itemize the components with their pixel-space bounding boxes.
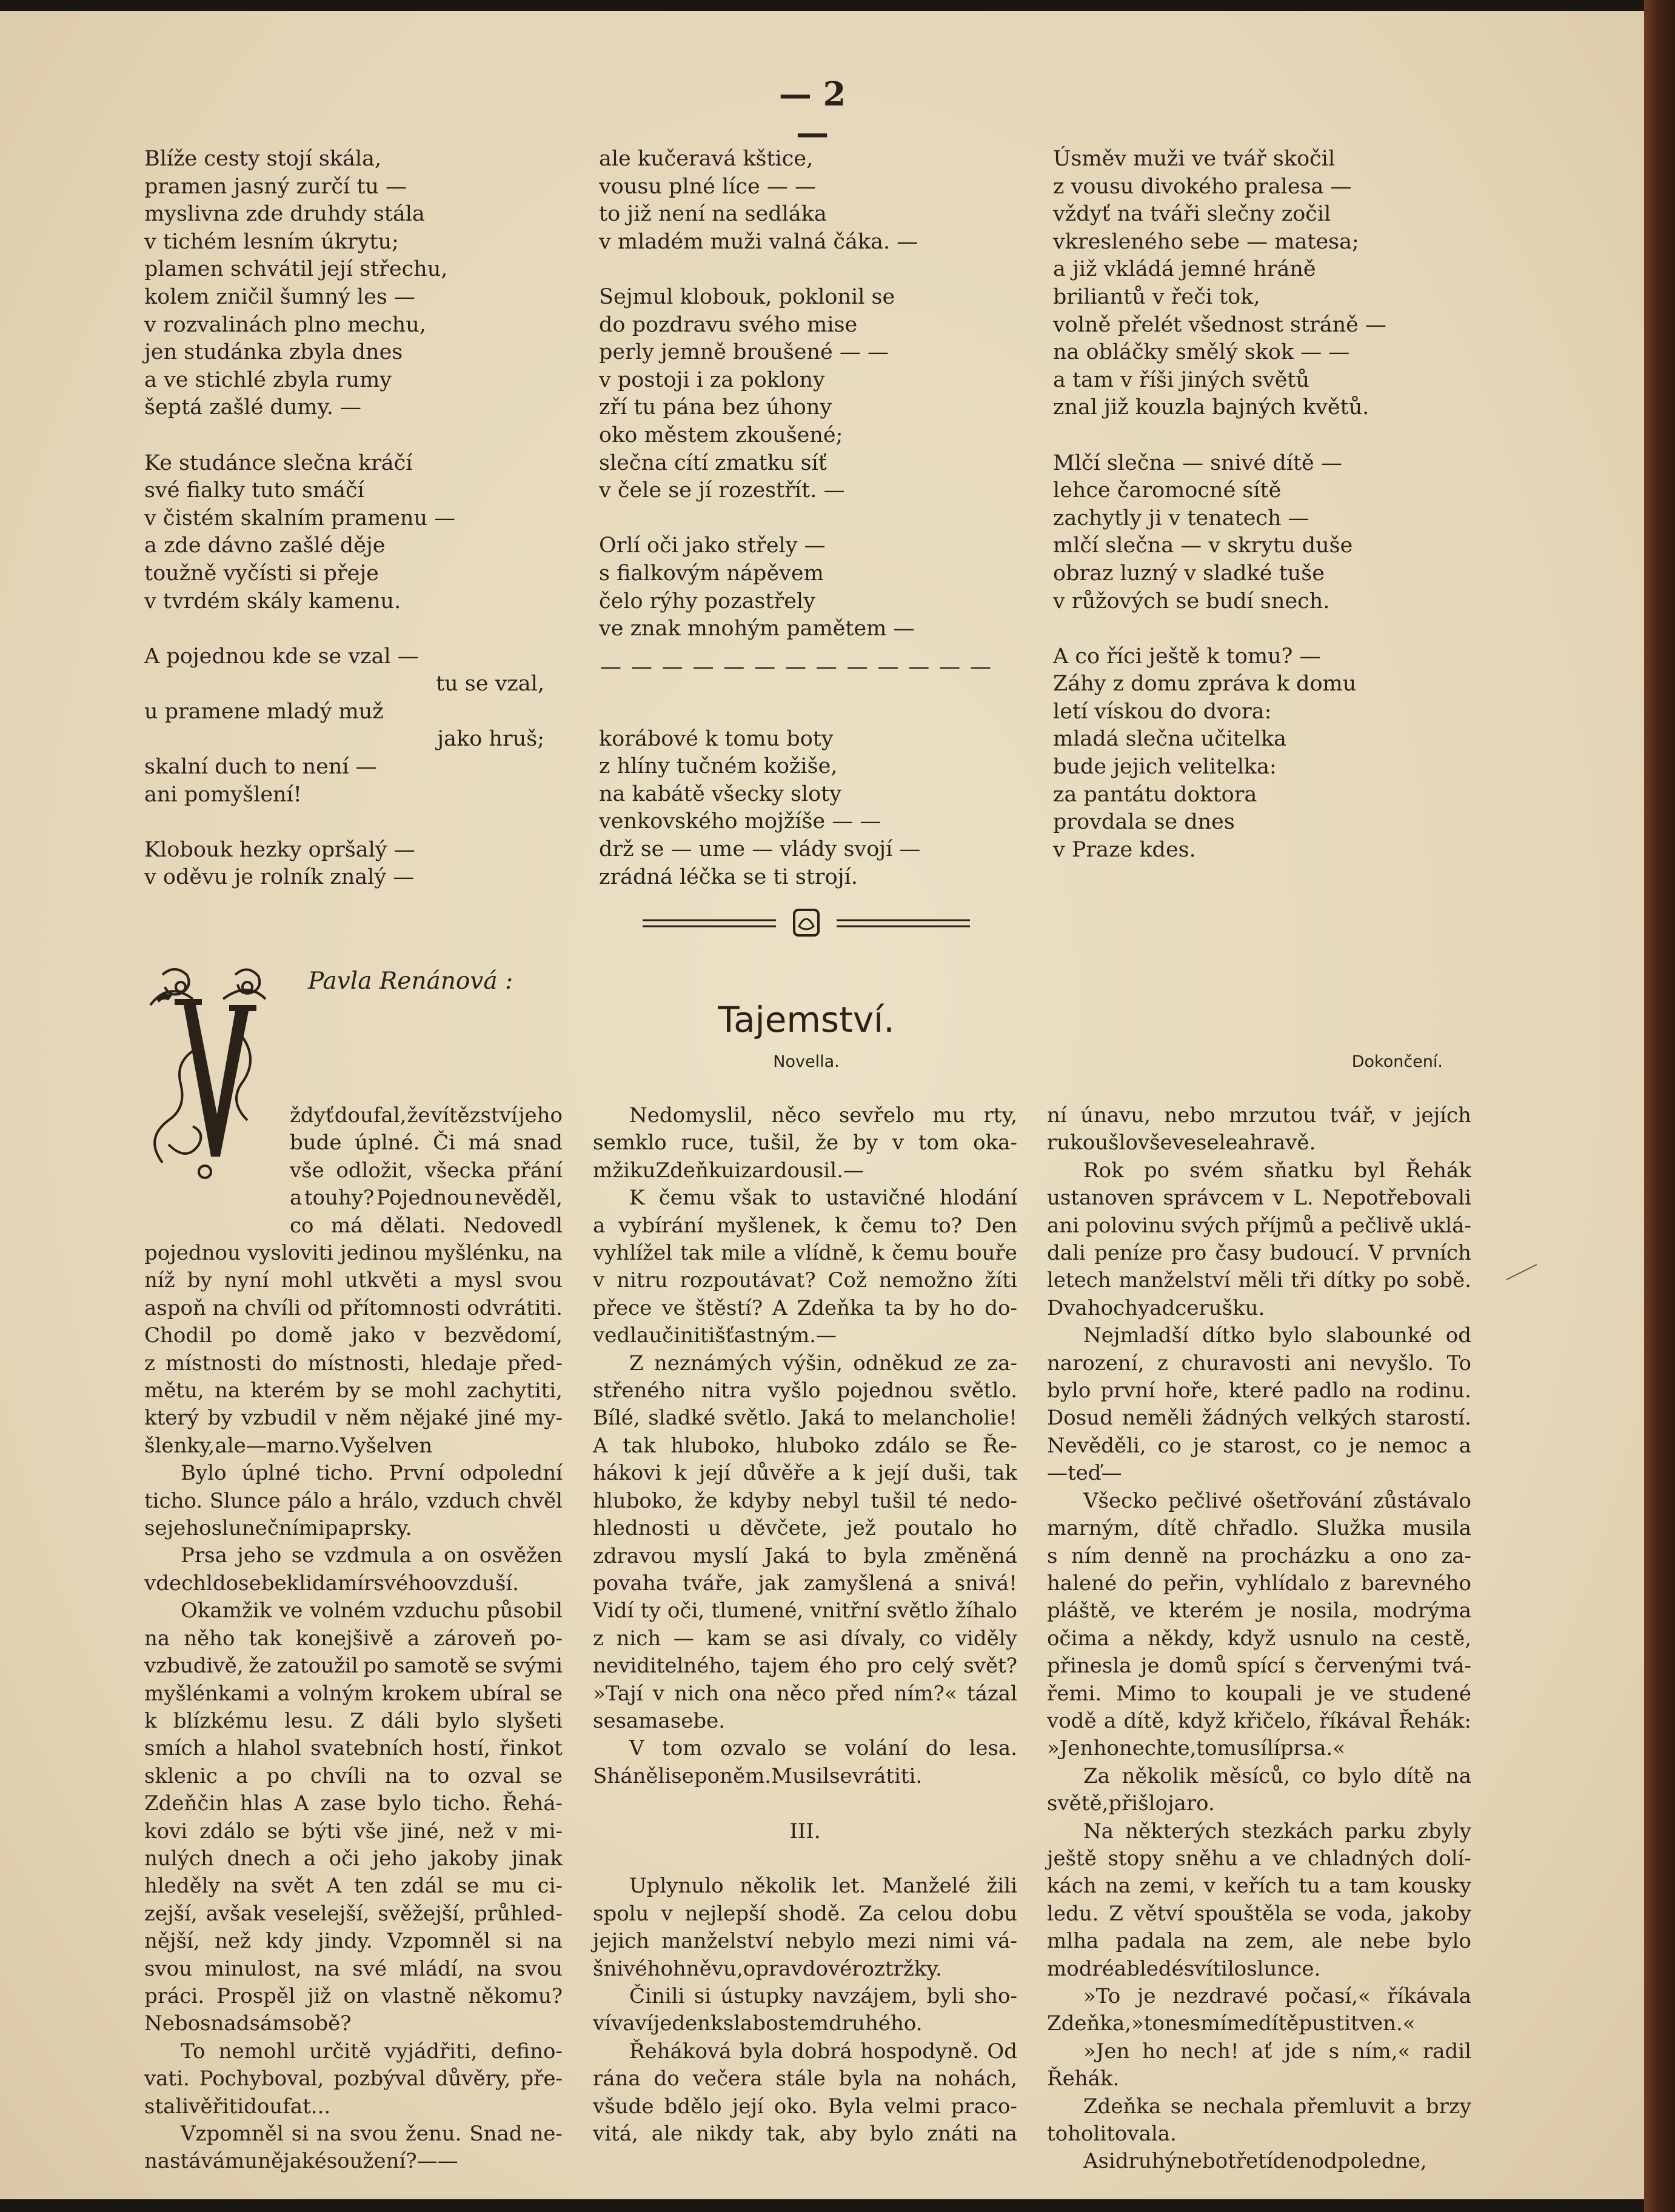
- poem-line: Mlčí slečna — snivé dítě —: [1053, 450, 1342, 475]
- text-line: Nejmladší dítko bylo slabounké od: [1083, 1323, 1471, 1348]
- poem-line: v čele se jí rozestřít. —: [599, 478, 845, 503]
- text-line: ždyť doufal, že vítězství jeho: [290, 1103, 563, 1128]
- poem-line: z vousu divokého pralesa —: [1053, 174, 1352, 199]
- separator-dash: —: [600, 655, 621, 679]
- text-line: ledu. Z větví spouštěla se voda, jakoby: [1047, 1901, 1471, 1926]
- poem-line: ale kučeravá kštice,: [599, 147, 814, 171]
- text-line: sklenic a po chvíli na to ozval se: [144, 1763, 563, 1788]
- text-line: bylo první hoře, které padlo na rodinu.: [1047, 1378, 1471, 1403]
- text-line: se jeho slunečními paprsky.: [144, 1516, 412, 1541]
- poem-line: perly jemně broušené — —: [599, 340, 889, 365]
- text-line: řemi. Mimo to koupali je ve studené: [1047, 1681, 1471, 1706]
- text-line: smích a hlahol svatebních hostí, řinkot: [144, 1736, 563, 1761]
- text-line: Nebo snad sám sobě?: [144, 2011, 352, 2036]
- poem-stanza: [599, 145, 993, 256]
- poem-line: Orlí oči jako střely —: [599, 533, 826, 558]
- poem-line: zachytly ji v tenatech —: [1053, 506, 1309, 530]
- separator-dash: —: [939, 655, 961, 679]
- story-column-3: [1047, 1102, 1471, 2176]
- text-line: modré a bledé svítilo slunce.: [1047, 1956, 1321, 1981]
- poem-stanza: [599, 284, 993, 505]
- text-line: Okamžik ve volném vzduchu působil: [181, 1599, 563, 1623]
- separator-dash: —: [908, 655, 930, 679]
- poem-line: volně přelét všednost stráně —: [1053, 312, 1386, 337]
- text-line: Za několik měsíců, co bylo dítě na: [1083, 1763, 1471, 1788]
- author-name: Pavla Renánová :: [308, 967, 513, 995]
- poem-stanza: [1053, 643, 1453, 864]
- poem-line: v rozvalinách plno mechu,: [144, 312, 426, 337]
- text-line: Chodil po domě jako v bezvědomí,: [144, 1323, 563, 1348]
- poem-line: a ve stichlé zbyla rumy: [144, 367, 392, 392]
- poem-line: drž se — ume — vlády svojí —: [599, 837, 921, 862]
- text-line: Řeháková byla dobrá hospodyně. Od: [629, 2039, 1017, 2063]
- newspaper-page: [0, 11, 1644, 2199]
- text-line: přece ve štěstí? A Zdeňka ta by ho do-: [593, 1295, 1017, 1320]
- poem-line: v mladém muži valná čáka. —: [599, 229, 918, 254]
- poem-stanza: [1053, 450, 1453, 616]
- poem-line: v Praze kdes.: [1053, 837, 1196, 862]
- text-line: aspoň na chvíli od přítomnosti odvrátiti.: [144, 1295, 563, 1320]
- poem-line: venkovského mojžíše — —: [599, 809, 881, 834]
- text-line: — teď —: [1047, 1461, 1122, 1486]
- text-line: na něho tak konejšivě a zároveň po-: [144, 1626, 563, 1651]
- paragraph-gap: [593, 1845, 1017, 1873]
- text-line: a touhy? Pojednou nevěděl,: [290, 1186, 563, 1211]
- text-line: co má dělati. Nedovedl: [290, 1213, 563, 1238]
- text-line: K čemu však to ustavičné hlodání: [629, 1186, 1017, 1211]
- text-line: šnivého hněvu, opravdové roztržky.: [593, 1956, 942, 1981]
- poem-line: tu se vzal,: [436, 672, 544, 697]
- poem-line: Záhy z domu zpráva k domu: [1053, 672, 1357, 697]
- poem-line: z hlíny tučném kožiše,: [599, 754, 838, 779]
- poem-line: Ke studánce slečna kráčí: [144, 450, 413, 475]
- poem-line: oko městem zkoušené;: [599, 423, 843, 447]
- text-line: Bílé, sladké světlo. Jaká to melancholie!: [593, 1406, 1017, 1431]
- poem-line: zří tu pána bez úhony: [599, 395, 832, 420]
- text-line: a vybírání myšlenek, k čemu to? Den: [593, 1213, 1017, 1238]
- poem-line: a zde dávno zašlé děje: [144, 533, 386, 558]
- text-line: ticho. Slunce pálo a hrálo, vzduch chvěl: [144, 1488, 563, 1513]
- paragraph-gap: [593, 1790, 1017, 1817]
- text-line: z místnosti do místnosti, hledaje před-: [144, 1351, 563, 1375]
- poem-line: v čistém skalním pramenu —: [144, 506, 456, 530]
- text-line: kovi zdálo se býti vše jiné, než v mi-: [144, 1819, 563, 1843]
- text-line: šlenky, ale — marno. Vyšel ven: [144, 1433, 433, 1458]
- text-line: Rok po svém sňatku byl Řehák: [1083, 1158, 1471, 1183]
- ornamental-initial-v: [144, 963, 269, 1181]
- poem-line: s fialkovým nápěvem: [599, 561, 824, 586]
- poem-line: čelo rýhy pozastřely: [599, 589, 815, 613]
- text-line: k blízkému lesu. Z dáli bylo slyšeti: [144, 1708, 563, 1733]
- text-line: nulých dnech a oči jeho jakoby jinak: [144, 1846, 563, 1871]
- poem-line: A pojednou kde se vzal —: [144, 644, 419, 669]
- separator-dash: —: [877, 655, 899, 679]
- poem-line: Blíže cesty stojí skála,: [144, 147, 382, 171]
- text-line: práci. Prospěl již on vlastně někomu?: [144, 1983, 563, 2008]
- text-line: Bylo úplné ticho. První odpolední: [181, 1461, 563, 1486]
- book-spine: [1644, 0, 1675, 2212]
- poem-line: své fialky tuto smáčí: [144, 478, 364, 503]
- poem-line: provdala se dnes: [1053, 810, 1235, 835]
- text-line: ještě stopy sněhu a ve chladných dolí-: [1047, 1846, 1471, 1871]
- poem-line: Úsměv muži ve tvář skočil: [1053, 147, 1336, 171]
- text-line: ní únavu, nebo mrzutou tvář, v jejích: [1047, 1103, 1471, 1128]
- text-line: neviditelného, tajem ého pro celý svět?: [593, 1654, 1017, 1679]
- poem-line: Sejmul klobouk, poklonil se: [599, 284, 895, 309]
- text-line: vodě a dítě, když křičelo, říkával Řehák:: [1047, 1708, 1471, 1733]
- text-line: hleděly na svět A ten zdál se mu ci-: [144, 1874, 563, 1899]
- text-line: Činili si ústupky navzájem, byli sho-: [629, 1983, 1017, 2008]
- text-line: v nitru rozpoutávat? Což nemožno žíti: [593, 1268, 1017, 1293]
- poem-line: bude jejich velitelka:: [1053, 755, 1277, 780]
- text-line: dali peníze pro časy budoucí. V prvních: [1047, 1241, 1471, 1266]
- story-title: Tajemství.: [718, 999, 895, 1040]
- text-line: myšlénkami a volným krokem ubíral se: [144, 1681, 563, 1706]
- text-line: Vzpomněl si na svou ženu. Snad ne-: [181, 2122, 563, 2146]
- text-line: vzbudivě, že zatoužil po samotě se svými: [144, 1654, 563, 1679]
- poem-line: to již není na sedláka: [599, 202, 827, 227]
- poem-line: myslivna zde druhdy stála: [144, 202, 425, 227]
- text-line: ani polovinu svých příjmů a pečlivě uklá-: [1047, 1213, 1471, 1238]
- section-divider-ornament: [643, 908, 970, 938]
- text-line: vše odložit, všecka přání: [290, 1158, 563, 1183]
- poem-line: šeptá zašlé dumy. —: [144, 395, 361, 420]
- text-line: Řehák.: [1047, 2067, 1120, 2091]
- poem-stanza: [599, 532, 993, 643]
- separator-dash: —: [661, 655, 683, 679]
- text-line: »Tají v nich ona něco před ním?« tázal: [593, 1681, 1017, 1706]
- text-line: přinesla je domů spící s červenými tvá-: [1047, 1654, 1471, 1679]
- text-line: Asi druhý nebo třetí den odpoledne,: [1083, 2149, 1427, 2174]
- poem-line: na obláčky smělý skok — —: [1053, 340, 1350, 365]
- text-line: halené do peřin, vyhlídalo z barevného: [1047, 1571, 1471, 1596]
- text-line: Nevěděli, co je starost, co je nemoc a: [1047, 1433, 1471, 1458]
- text-line: Zdeňka, »to nesmíme dítě pustit ven.«: [1047, 2011, 1416, 2036]
- text-line: vívaví jeden k slabostem druhého.: [593, 2011, 923, 2036]
- poem-line: skalní duch to není —: [144, 755, 377, 780]
- text-line: se sama sebe.: [593, 1708, 726, 1733]
- text-line: Z neznámých výšin, odněkud ze za-: [629, 1351, 1017, 1375]
- poem-line: A co říci ještě k tomu? —: [1053, 644, 1321, 669]
- poem-line: lehce čaromocné sítě: [1053, 478, 1282, 503]
- margin-pencil-mark: [1503, 1263, 1540, 1281]
- poem-line: do pozdravu svého mise: [599, 312, 858, 337]
- text-line: »Jen ho nechte, to mu sílí prsa.«: [1047, 1736, 1346, 1761]
- text-line: Dva hochy a dcerušku.: [1047, 1295, 1265, 1320]
- story-column-2: [593, 1102, 1017, 2148]
- text-line: Nedomyslil, něco sevřelo mu rty,: [629, 1103, 1017, 1128]
- poem-line: u pramene mladý muž: [144, 699, 384, 724]
- text-line: semklo ruce, tušil, že by v tom oka-: [593, 1131, 1017, 1155]
- poem-line: toužně vyčísti si přeje: [144, 561, 379, 586]
- poem-column-2: [599, 145, 993, 891]
- text-line: hluboko, že kdyby nebyl tušil té nedo-: [593, 1488, 1017, 1513]
- text-line: vyhlížel tak mile a vlídně, k čemu bouře: [593, 1241, 1017, 1266]
- text-line: rukou šlo vše vesele a hravě.: [1047, 1131, 1316, 1155]
- text-line: nastává mu nějaké soužení? — —: [144, 2149, 458, 2174]
- poem-line: mladá slečna učitelka: [1053, 727, 1287, 752]
- text-line: toho litovala.: [1047, 2122, 1177, 2147]
- separator-dash: —: [723, 655, 745, 679]
- text-line: zdravou myslí Jaká to byla změněná: [593, 1543, 1017, 1568]
- page-number: — 2 —: [778, 75, 846, 152]
- poem-line: vždyť na tváři slečny zočil: [1053, 202, 1331, 227]
- text-line: letech manželství měli tři dítky po sobě.: [1047, 1268, 1471, 1293]
- text-line: povaha tváře, jak zamyšlená a snivá!: [593, 1571, 1017, 1596]
- poem-line: v oděvu je rolník znalý —: [144, 865, 415, 890]
- text-line: očima a někdy, když usnulo na cestě,: [1047, 1626, 1471, 1651]
- text-line: níž by nyní mohl utkvěti a mysl svou: [144, 1268, 563, 1293]
- poem-stanza: [144, 145, 544, 422]
- poem-line: na kabátě všecky sloty: [599, 781, 842, 806]
- text-line: mlha padala na zem, ale nebe bylo: [1047, 1929, 1471, 1954]
- text-line: kách na zemi, v keřích tu a tam kousky: [1047, 1874, 1471, 1899]
- poem-line: znal již kouzla bajných květů.: [1053, 395, 1369, 420]
- text-line: rána do večera stále byla na nohách,: [593, 2067, 1017, 2091]
- poem-line: jako hruš;: [437, 727, 544, 752]
- text-line: III.: [789, 1819, 821, 1843]
- text-line: svou minulost, na své mládí, na svou: [144, 1956, 563, 1981]
- poem-stanza: [599, 726, 993, 892]
- text-line: střeného nitra vyšlo pojednou světlo.: [593, 1378, 1017, 1403]
- poem-line: ani pomyšlení!: [144, 782, 302, 807]
- poem-line: zrádná léčka se ti strojí.: [599, 864, 858, 889]
- poem-line: slečna cítí zmatku síť: [599, 450, 827, 475]
- text-line: vdechl do sebe klid a mír svého ovzduší.: [144, 1571, 519, 1596]
- poem-line: letí vískou do dvora:: [1053, 699, 1272, 724]
- text-line: Dosud neměli žádných velkých starostí.: [1047, 1406, 1471, 1431]
- story-column-1-top: [290, 1102, 563, 1240]
- poem-line: mlčí slečna — v skrytu duše: [1053, 533, 1353, 558]
- poem-line: kolem zničil šumný les —: [144, 284, 415, 309]
- text-line: Sháněli se po něm. Musil se vrátiti.: [593, 1763, 923, 1788]
- poem-column-1: [144, 145, 544, 892]
- poem-line: obraz luzný v sladké tuše: [1053, 561, 1325, 586]
- continued-label: Dokončení.: [1351, 1052, 1443, 1071]
- poem-stanza: [1053, 145, 1453, 422]
- poem-column-3: [1053, 145, 1453, 864]
- separator-dash: —: [815, 655, 837, 679]
- text-line: vati. Pochyboval, pozbýval důvěry, pře-: [144, 2067, 563, 2091]
- poem-line: v tichém lesním úkrytu;: [144, 229, 399, 254]
- text-line: hákovi k její důvěře a k její duši, tak: [593, 1461, 1017, 1486]
- separator-dash: —: [630, 655, 652, 679]
- poem-line: v postoji i za poklony: [599, 367, 825, 392]
- text-line: jejich manželství nebylo mezi nimi vá-: [593, 1929, 1017, 1954]
- separator-dash: —: [969, 655, 991, 679]
- separator-dash: —: [846, 655, 868, 679]
- poem-line: vousu plné líce — —: [599, 174, 816, 199]
- text-line: V tom ozvalo se volání do lesa.: [629, 1736, 1017, 1761]
- text-line: Zdeňka se nechala přemluvit a brzy: [1083, 2094, 1471, 2119]
- poem-line: ve znak mnohým pamětem —: [599, 616, 915, 641]
- text-line: všude bdělo její oko. Byla velmi praco-: [593, 2094, 1017, 2119]
- text-line: vedla učiniti šťastným. —: [593, 1323, 837, 1348]
- text-line: ustanoven správcem v L. Nepotřebovali: [1047, 1186, 1471, 1211]
- story-subtitle: Novella.: [773, 1052, 840, 1071]
- text-line: nější, než kdy jindy. Vzpomněl si na: [144, 1929, 563, 1954]
- poem-stanza: [144, 837, 544, 892]
- text-line: pláště, ve kterém je nosila, modrýma: [1047, 1599, 1471, 1623]
- text-line: stal i věřit i doufat . . .: [144, 2094, 331, 2119]
- poem-line: Klobouk hezky opršalý —: [144, 837, 415, 862]
- text-line: Uplynulo několik let. Manželé žili: [629, 1874, 1017, 1899]
- text-line: »To je nezdravé počasí,« říkávala: [1083, 1984, 1471, 2008]
- text-line: mžiku Zdeňku i zardousil. —: [593, 1158, 864, 1183]
- poem-line: pramen jasný zurčí tu —: [144, 174, 407, 199]
- text-line: vitá, ale nikdy tak, aby bylo znáti na: [593, 2122, 1017, 2146]
- text-line: s ním denně na procházku a ono za-: [1047, 1543, 1471, 1568]
- text-line: To nemohl určitě vyjádřiti, defino-: [181, 2039, 563, 2063]
- text-line: Na některých stezkách parku zbyly: [1083, 1819, 1471, 1843]
- separator-dash: —: [754, 655, 776, 679]
- text-line: spolu v nejlepší shodě. Za celou dobu: [593, 1901, 1017, 1926]
- text-line: bude úplné. Či má snad: [290, 1131, 563, 1155]
- text-line: který by vzbudil v něm nějaké jiné my-: [144, 1406, 563, 1431]
- text-line: mětu, na kterém by se mohl zachytiti,: [144, 1378, 563, 1403]
- text-line: Vidí ty oči, tlumené, vnitřní světlo žíhalo: [593, 1599, 1017, 1623]
- poem-stanza: [144, 643, 544, 809]
- text-line: Všecko pečlivé ošetřování zůstávalo: [1083, 1488, 1471, 1513]
- text-line: světě, přišlo jaro.: [1047, 1791, 1215, 1816]
- text-line: A tak hluboko, hluboko zdálo se Ře-: [593, 1433, 1017, 1458]
- text-line: zejší, avšak veselejší, svěžejší, průhled-: [144, 1901, 563, 1926]
- text-line: »Jen ho nech! ať jde s ním,« radil: [1083, 2039, 1471, 2063]
- poem-line: korábové k tomu boty: [599, 726, 834, 751]
- poem-line: vkresleného sebe — matesa;: [1053, 229, 1359, 254]
- poem-line: v růžových se budí snech.: [1053, 589, 1330, 613]
- text-line: marným, dítě chřadlo. Služka musila: [1047, 1516, 1471, 1541]
- text-line: narození, z churavosti ani nevyšlo. To: [1047, 1351, 1471, 1375]
- poem-stanza: [144, 450, 544, 616]
- poem-line: plamen schvátil její střechu,: [144, 257, 448, 282]
- text-line: z nich — kam se asi dívaly, co viděly: [593, 1626, 1017, 1651]
- text-line: hlednosti u děvčete, jež poutalo ho: [593, 1516, 1017, 1541]
- poem-line: v tvrdém skály kamenu.: [144, 589, 401, 613]
- poem-line: a již vkládá jemné hráně: [1053, 257, 1316, 282]
- separator-dash: —: [784, 655, 806, 679]
- poem-line: briliantů v řeči tok,: [1053, 284, 1260, 309]
- text-line: Prsa jeho se vzdmula a on osvěžen: [181, 1543, 563, 1568]
- separator-dash: —: [692, 655, 714, 679]
- poem-line: za pantátu doktora: [1053, 782, 1257, 807]
- dash-separator-row: [600, 655, 991, 679]
- text-line: pojednou vysloviti jedinou myšlénku, na: [144, 1241, 563, 1265]
- story-column-1: [144, 1240, 563, 2176]
- poem-line: a tam v říši jiných světů: [1053, 367, 1310, 392]
- text-line: Zdeňčin hlas A zase bylo ticho. Řehá-: [144, 1791, 563, 1816]
- poem-line: jen studánka zbyla dnes: [144, 340, 403, 365]
